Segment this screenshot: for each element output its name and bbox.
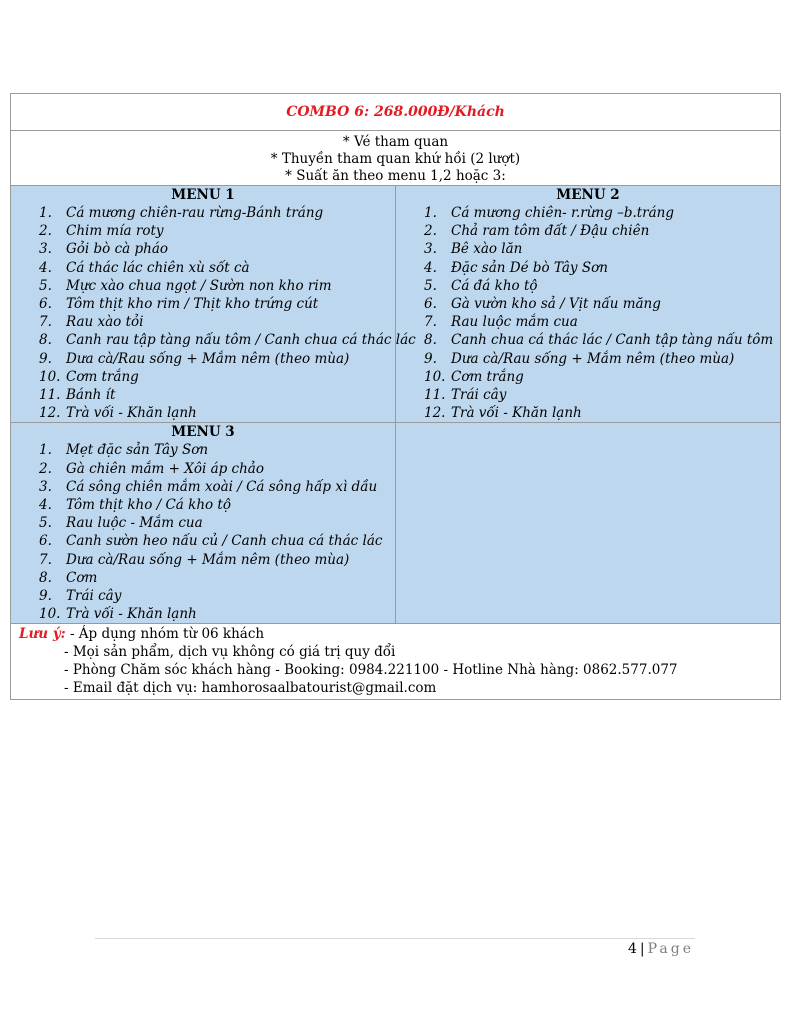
menu-3-title: MENU 3	[171, 424, 235, 441]
page-footer	[628, 941, 694, 957]
menu-item	[11, 313, 395, 331]
menu-item-number: 3.	[39, 478, 52, 495]
menu-item	[11, 331, 416, 349]
menu-item	[11, 277, 395, 295]
menu-3-list	[11, 441, 395, 623]
menu-item	[396, 313, 780, 331]
note-line: - Phòng Chăm sóc khách hàng - Booking: 0984.221100 - Hotline Nhà hàng: 0862.577.077	[64, 662, 678, 679]
menu-item-text: Tôm thịt kho rim / Thịt kho trứng cút	[66, 296, 319, 313]
menu-item-number: 1.	[424, 205, 437, 221]
menu-item-text: Canh chua cá thác lác / Canh tập tàng nấu tôm	[451, 332, 774, 349]
note-line: - Email đặt dịch vụ: hamhorosaalbatourist@gmail.com	[64, 680, 437, 697]
include-line: * Vé tham quan	[342, 134, 449, 150]
menu-item-number: 8.	[39, 569, 52, 586]
note-label: Lưu ý:	[19, 626, 66, 643]
menu-item-number: 3.	[39, 241, 52, 258]
include-line: * Suất ăn theo menu 1,2 hoặc 3:	[285, 168, 506, 184]
menu-3-cell	[11, 423, 396, 624]
menu-item-text: Tôm thịt kho / Cá kho tộ	[66, 497, 231, 514]
menu-item	[396, 222, 780, 240]
menu-item-text: Trái cây	[66, 588, 122, 605]
menu-item	[11, 350, 395, 368]
menu-item-text: Bánh ít	[66, 387, 116, 404]
menu-item	[396, 240, 780, 258]
menu-item-number: 11.	[424, 387, 446, 404]
menu-item	[396, 350, 780, 368]
menu-item	[11, 404, 395, 422]
page-label: Page	[647, 941, 695, 957]
menu-item-text: Dưa cà/Rau sống + Mắm nêm (theo mùa)	[66, 551, 350, 568]
menu-item	[396, 277, 780, 295]
combo-document	[10, 93, 781, 700]
menu-item	[11, 368, 395, 386]
menu-item	[396, 368, 780, 386]
menu-item	[11, 605, 395, 623]
menu-item	[396, 386, 780, 404]
menu-item-number: 9.	[424, 350, 437, 367]
menu-item-text: Chim mía roty	[66, 223, 164, 240]
menu-item-number: 4.	[39, 259, 52, 276]
include-line: * Thuyền tham quan khứ hồi (2 lượt)	[270, 151, 521, 167]
menu-item	[11, 514, 395, 532]
note-text: - Áp dụng nhóm từ 06 khách	[65, 626, 265, 643]
menu-item-number: 9.	[39, 588, 52, 605]
menu-item-number: 5.	[39, 277, 52, 294]
menu-item-number: 8.	[424, 332, 437, 349]
menu-item	[11, 587, 395, 605]
menu-item-text: Đặc sản Dé bò Tây Sơn	[451, 259, 608, 276]
menu-item-number: 10.	[424, 368, 446, 385]
menu-item-text: Cá mương chiên-rau rừng-Bánh tráng	[66, 205, 324, 221]
menu-item-number: 12.	[424, 405, 446, 422]
footer-separator: |	[639, 941, 645, 957]
menu-item	[11, 532, 395, 550]
menu-item-text: Trái cây	[451, 387, 507, 404]
menu-item	[11, 441, 395, 459]
menu-item-text: Gỏi bò cà pháo	[66, 241, 168, 258]
menu-item	[11, 222, 395, 240]
menu-item	[11, 478, 395, 496]
menu-item	[396, 259, 780, 277]
includes-cell	[11, 131, 781, 186]
menu-item-text: Cơm trắng	[451, 368, 524, 385]
menu-item-number: 10.	[39, 368, 61, 385]
menu-item-text: Canh sườn heo nấu củ / Canh chua cá thác lác	[66, 533, 383, 550]
note-line: - Mọi sản phẩm, dịch vụ không có giá trị quy đổi	[64, 644, 396, 661]
menu-item	[11, 240, 395, 258]
footer-divider	[95, 938, 695, 939]
menu-1-title: MENU 1	[171, 187, 235, 203]
note-line	[19, 625, 780, 643]
combo-title: COMBO 6: 268.000Đ/Khách	[286, 104, 505, 120]
menu-item	[11, 460, 395, 478]
menu-item	[11, 551, 395, 569]
menu-item-text: Trà vối - Khăn lạnh	[66, 606, 197, 623]
menu-item-text: Rau luộc mắm cua	[451, 314, 578, 331]
menu-item	[11, 295, 395, 313]
notes-cell	[11, 624, 781, 700]
menu-item-number: 4.	[39, 497, 52, 514]
page-number: 4	[628, 941, 637, 957]
menu-item	[396, 204, 780, 222]
combo-table	[10, 93, 781, 700]
menu-item-number: 2.	[424, 223, 437, 240]
menu-item-number: 6.	[424, 296, 437, 313]
menu-item-number: 10.	[39, 606, 61, 623]
menu-item-number: 6.	[39, 533, 52, 550]
menu-item-text: Cá thác lác chiên xù sốt cà	[66, 259, 250, 276]
menu-item-number: 12.	[39, 405, 61, 422]
menu-item-number: 2.	[39, 223, 52, 240]
menu-item-number: 8.	[39, 332, 52, 349]
menu-item-number: 5.	[39, 515, 52, 532]
menu-item-number: 1.	[39, 205, 52, 221]
menu-item-text: Dưa cà/Rau sống + Mắm nêm (theo mùa)	[451, 350, 735, 367]
menu-item	[11, 496, 395, 514]
menu-item-text: Mực xào chua ngọt / Sườn non kho rim	[66, 277, 332, 294]
menu-item-number: 7.	[39, 551, 52, 568]
menu-item-text: Trà vối - Khăn lạnh	[451, 405, 582, 422]
menu-item-number: 5.	[424, 277, 437, 294]
combo-title-cell	[11, 94, 781, 131]
menu-item	[11, 204, 395, 222]
menu-item-number: 4.	[424, 259, 437, 276]
menu-item-number: 7.	[424, 314, 437, 331]
menu-item	[11, 569, 395, 587]
menu-item-text: Trà vối - Khăn lạnh	[66, 405, 197, 422]
menu-2-title: MENU 2	[556, 187, 620, 203]
menu-item	[396, 331, 780, 349]
menu-2-cell	[396, 186, 781, 423]
menu-item-text: Gà chiên mắm + Xôi áp chảo	[66, 460, 264, 477]
menu-item-number: 3.	[424, 241, 437, 258]
menu-item	[396, 404, 780, 422]
menu-2-list	[396, 204, 780, 422]
menu-item-number: 6.	[39, 296, 52, 313]
menu-item-number: 11.	[39, 387, 61, 404]
menu-1-list	[11, 204, 416, 422]
menu-item	[396, 295, 780, 313]
menu-item-text: Cơm trắng	[66, 368, 139, 385]
menu-item-number: 2.	[39, 460, 52, 477]
menu-item-text: Cá sông chiên mắm xoài / Cá sông hấp xì dầu	[66, 478, 378, 495]
menu-item-text: Rau luộc - Mắm cua	[66, 515, 203, 532]
menu-item-text: Cơm	[66, 569, 98, 586]
menu-item-text: Dưa cà/Rau sống + Mắm nêm (theo mùa)	[66, 350, 350, 367]
menu-item-text: Mẹt đặc sản Tây Sơn	[66, 442, 209, 459]
empty-menu-cell	[396, 423, 781, 624]
menu-item-number: 1.	[39, 442, 52, 459]
menu-item-text: Bê xào lăn	[451, 241, 523, 258]
menu-item-text: Chả ram tôm đất / Đậu chiên	[451, 223, 650, 240]
menu-item-number: 7.	[39, 314, 52, 331]
menu-item-text: Cá mương chiên- r.rừng –b.tráng	[451, 205, 675, 221]
menu-item-text: Rau xào tỏi	[66, 314, 144, 331]
menu-item-number: 9.	[39, 350, 52, 367]
menu-item	[11, 259, 395, 277]
menu-item-text: Canh rau tập tàng nấu tôm / Canh chua cá thác lác	[66, 332, 416, 349]
menu-item-text: Cá đá kho tộ	[451, 277, 538, 294]
menu-1-cell	[11, 186, 416, 423]
menu-item-text: Gà vườn kho sả / Vịt nấu măng	[451, 296, 661, 313]
menu-item	[11, 386, 395, 404]
